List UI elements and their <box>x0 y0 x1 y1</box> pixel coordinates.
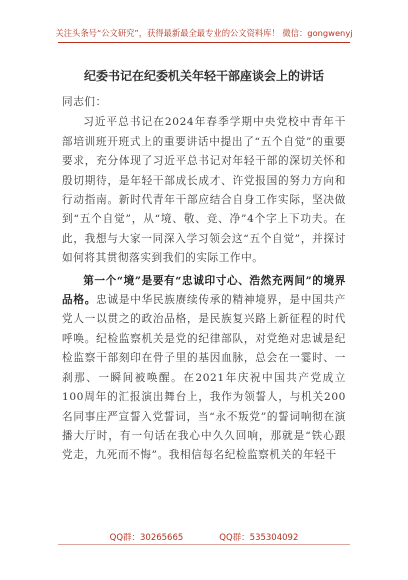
document-title: 纪委书记在纪委机关年轻干部座谈会上的讲话 <box>83 69 324 83</box>
section-1-heading: 第一个“境”是要有“忠诚印寸心、浩然充两间”的境界品格。 <box>62 274 346 307</box>
section-1-body: 忠诚是中华民族赓续传承的精神境界，是中国共产党人一以贯之的政治品格，是民族复兴路上新征程的时代呼唤。纪检监察机关是党的纪律部队，对党绝对忠诚是纪检监察干部刻印在骨子里的基因血脉，总会在一霎时、一刹那、一瞬间被唤醒。在2021年庆祝中国共产党成立100周年的汇报演出舞台上，我作为领誓人，与机关200名同事庄严宣誓入党誓词，当“永不叛党”的誓词响彻在演播大厅时，有一句话在我心中久久回响，那就是“铁心跟党走，九死而不悔”。我相信每名纪检监察机关的年轻干 <box>62 294 346 462</box>
document-body <box>62 93 346 466</box>
greeting: 同志们： <box>62 96 107 108</box>
header-divider <box>58 42 350 43</box>
footer-qq-group-1: QQ群：30265665 <box>109 533 184 543</box>
header-promo-note: 关注头条号“公文研究”，获得最新最全最专业的公文资料库！ 微信：gongwenyj <box>55 28 353 38</box>
intro-paragraph: 习近平总书记在2024年春季学期中央党校中青年干部培训班开班式上的重要讲话中提出了“五个自觉”的重要要求，充分体现了习近平总书记对年轻干部的深切关怀和殷切期待，是年轻干部成长成才、许党报国的努力方向和行动指南。新时代青年干部应结合自身工作实际，坚决做到“五个自觉”，从“境、敬、竞、净”4个字上下功夫。在此，我想与大家一同深入学习领会这“五个自觉”，并探讨如何将其贯彻落实到我们的实际工作中。 <box>62 116 346 265</box>
footer-qq-group-2: QQ群：535304092 <box>219 533 299 543</box>
footer-contacts <box>0 531 408 543</box>
footer-divider <box>58 544 350 545</box>
section-1-paragraph <box>62 272 346 466</box>
